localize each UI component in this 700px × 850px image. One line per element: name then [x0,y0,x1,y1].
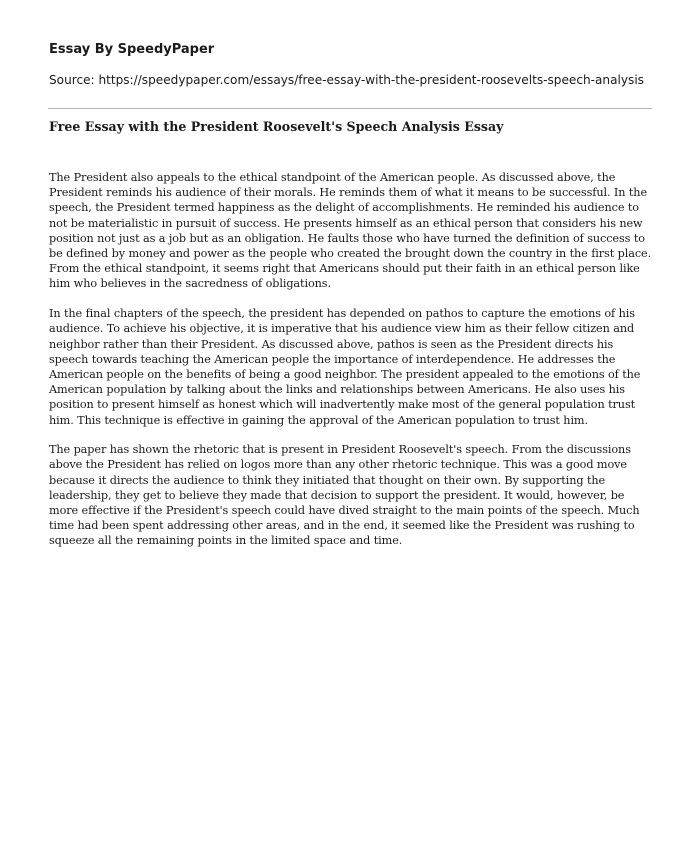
document-source-line: Source: https://speedypaper.com/essays/free-essay-with-the-president-roosevelts-speech-analysis [49,73,644,87]
document-header-title: Essay By SpeedyPaper [49,42,215,57]
essay-paragraph-2: In the final chapters of the speech, the president has depended on pathos to capture the emotions of his audience. To achieve his objective, it is imperative that his audience view him as their fellow citizen and neighbor rather than their President. As discussed above, pathos is seen as the President directs his speech towards teaching the American people the importance of interdependence. He addresses the American people on the benefits of being a good neighbor. The president appealed to the emotions of the American population by talking about the links and relationships between Americans. He also uses his position to present himself as honest which will inadvertently make most of the general population trust him. This technique is effective in gaining the approval of the American population to trust him. [49,307,641,427]
essay-paragraph-1: The President also appeals to the ethical standpoint of the American people. As discussed above, the President reminds his audience of their morals. He reminds them of what it means to be successful. In the speech, the President termed happiness as the delight of accomplishments. He reminded his audience to not be materialistic in pursuit of success. He presents himself as an ethical person that considers his new position not just as a job but as an obligation. He faults those who have turned the definition of success to be defined by money and power as the people who created the brought down the country in the first place. From the ethical standpoint, it seems right that Americans should put their faith in an ethical person like him who believes in the sacredness of obligations. [49,171,652,291]
essay-body [49,170,653,563]
header-divider [48,108,652,109]
essay-paragraph-3: The paper has shown the rhetoric that is present in President Roosevelt's speech. From the discussions above the President has relied on logos more than any other rhetoric technique. This was a good move because it directs the audience to think they initiated that thought on their own. By supporting the leadership, they get to believe they made that decision to support the president. It would, however, be more effective if the President's speech could have dived straight to the main points of the speech. Much time had been spent addressing other areas, and in the end, it seemed like the President was rushing to squeeze all the remaining points in the limited space and time. [49,443,640,548]
essay-title: Free Essay with the President Roosevelt's Speech Analysis Essay [49,119,504,134]
